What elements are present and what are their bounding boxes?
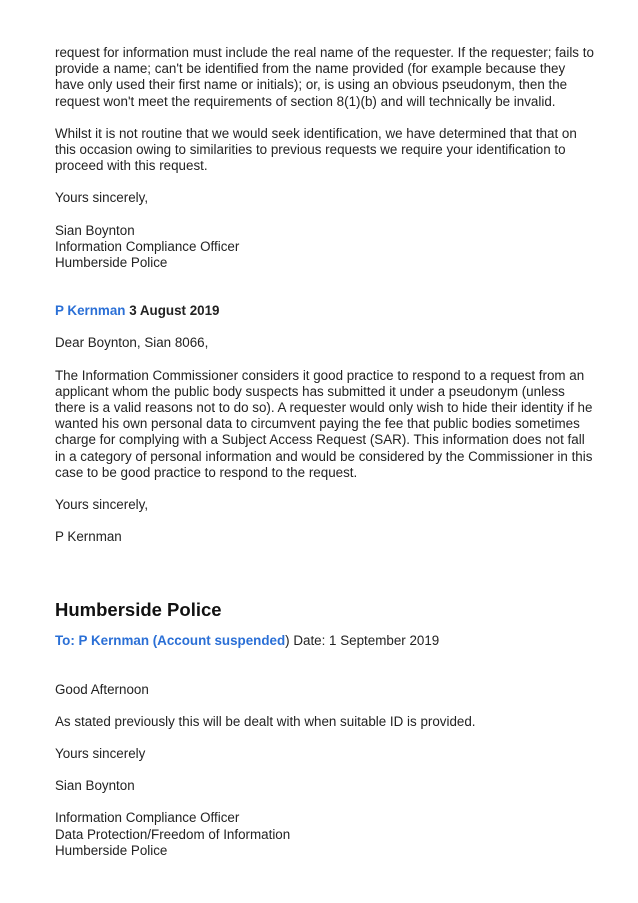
letter3-closing: Yours sincerely (55, 746, 146, 762)
letter2-date: 3 August 2019 (129, 303, 220, 319)
letter1-signature-name: Sian Boynton (55, 222, 135, 238)
letter-from-p-kernman (55, 303, 595, 545)
author-link[interactable]: P Kernman (55, 303, 126, 319)
letter1-paragraph-1: request for information must include the real name of the requester. If the requester; fails to provide a name; can't be identified from the name provided (for example because they have only used their first name or initials); or, is using an obvious pseudonym, then the request won't meet the requirements of section 8(1)(b) and will technically be invalid. (55, 45, 594, 109)
letter3-greeting: Good Afternoon (55, 681, 149, 697)
letter-from-humberside-police-1 (55, 45, 595, 271)
letter2-closing: Yours sincerely, (55, 497, 149, 513)
letter1-paragraph-2: Whilst it is not routine that we would seek identification, we have determined that that on this occasion owing to similarities to previous requests we require your identification to proceed with this request. (55, 125, 577, 174)
letter1-signature-title: Information Compliance Officer (55, 238, 240, 254)
letter3-signature-title: Information Compliance Officer (55, 810, 240, 826)
letter1-signature-org: Humberside Police (55, 255, 168, 271)
letter3-signature-dept: Data Protection/Freedom of Information (55, 826, 291, 842)
letter2-header (55, 303, 595, 319)
letter3-date: ) Date: 1 September 2019 (285, 633, 440, 649)
authority-heading: Humberside Police (55, 599, 222, 621)
letter2-body: The Information Commissioner considers it good practice to respond to a request from an applicant whom the public body suspects has submitted it under a pseudonym (unless there is a valid reasons not to do so). A requester would only wish to hide their identity if he wanted his own personal data to circumvent paying the fee that public bodies sometimes charge for complying with a Subject Access Request (SAR). This information does not fall in a category of personal information and would be considered by the Commissioner in this case to be good practice to respond to the request. (55, 367, 593, 480)
document-page (55, 45, 595, 859)
letter-from-humberside-police-2 (55, 599, 595, 859)
letter2-signature-name: P Kernman (55, 529, 122, 545)
letter1-closing: Yours sincerely, (55, 190, 149, 206)
letter3-body: As stated previously this will be dealt with when suitable ID is provided. (55, 713, 476, 729)
recipient-link[interactable]: To: P Kernman (Account suspended (55, 633, 286, 649)
letter3-signature-org: Humberside Police (55, 842, 168, 858)
letter2-greeting: Dear Boynton, Sian 8066, (55, 335, 209, 351)
letter3-meta (55, 633, 595, 649)
letter3-signature-name: Sian Boynton (55, 778, 135, 794)
